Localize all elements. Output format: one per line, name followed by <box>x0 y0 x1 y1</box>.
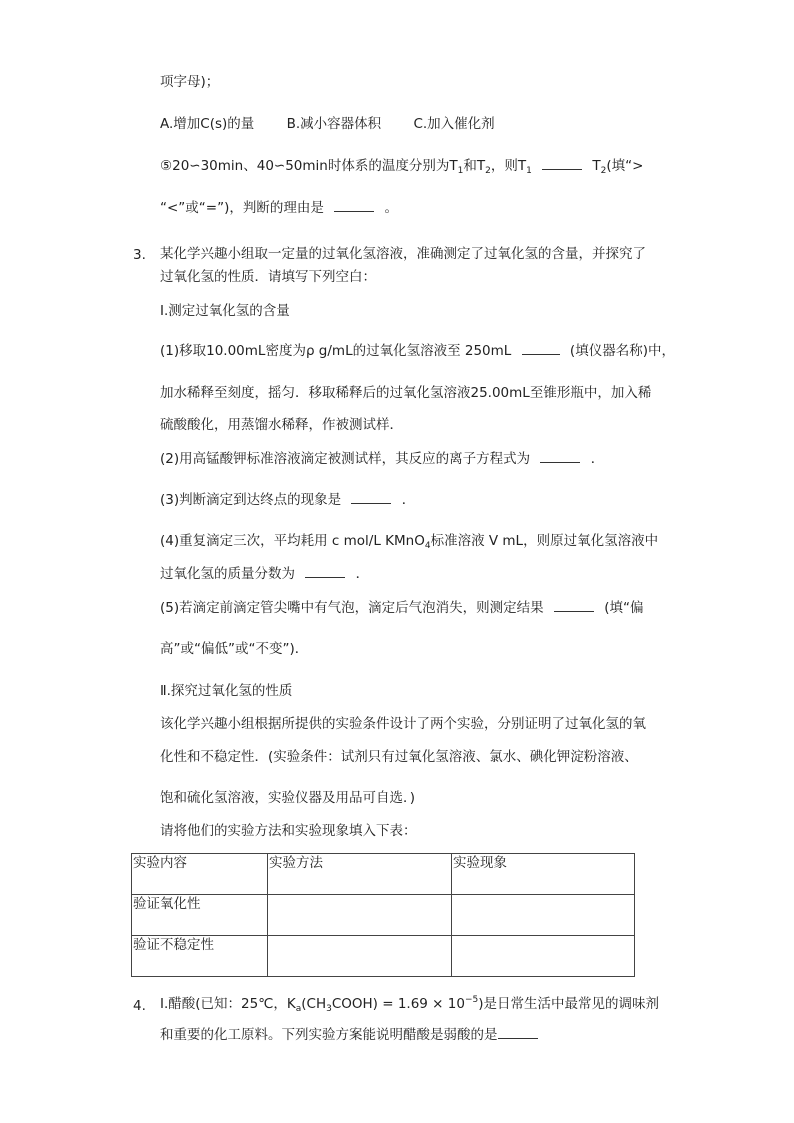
q3-s1-line1 <box>160 342 675 360</box>
q4-sub: a <box>295 1004 302 1014</box>
experiment-table <box>131 853 635 977</box>
answer-blank[interactable] <box>334 199 374 212</box>
q5-sub: 2 <box>600 166 607 176</box>
q3-part2-title: Ⅱ.探究过氧化氢的性质 <box>160 683 293 699</box>
table-header: 实验现象 <box>452 854 635 895</box>
intro-q5-line1 <box>160 157 643 175</box>
q4-sub: 3 <box>326 1004 332 1014</box>
intro-text: 项字母)； <box>160 74 220 90</box>
table-header: 实验内容 <box>132 854 268 895</box>
option-c: C.加入催化剂 <box>413 116 495 132</box>
table-cell[interactable] <box>268 895 452 936</box>
q4-line-1 <box>160 995 659 1013</box>
option-a: A.增加C(s)的量 <box>160 116 255 132</box>
q3-text: ． <box>355 566 370 582</box>
table-cell[interactable] <box>452 936 635 977</box>
answer-blank[interactable] <box>351 491 391 504</box>
q3-p2-line1: 该化学兴趣小组根据所提供的实验条件设计了两个实验，分别证明了过氧化氢的氧 <box>160 716 646 732</box>
q3-s4-line2 <box>160 565 369 583</box>
q3-text: (2)用高锰酸钾标准溶液滴定被测试样，其反应的离子方程式为 <box>160 451 531 467</box>
q3-text: ． <box>401 492 416 508</box>
q3-text: 过氧化氢的质量分数为 <box>160 566 295 582</box>
intro-line-1 <box>160 73 219 91</box>
answer-blank[interactable] <box>554 599 594 612</box>
table-row <box>132 936 635 977</box>
table-cell: 验证氧化性 <box>132 895 268 936</box>
intro-q5-line2 <box>160 199 398 217</box>
question-number: 3. <box>133 247 146 263</box>
q3-text: (3)判断滴定到达终点的现象是 <box>160 492 342 508</box>
q3-part1-title: Ⅰ.测定过氧化氢的含量 <box>160 303 290 319</box>
q3-p2-line4: 请将他们的实验方法和实验现象填入下表： <box>160 823 417 839</box>
answer-blank[interactable] <box>522 342 560 355</box>
q5-text: T <box>592 158 601 174</box>
q3-text: (1)移取10.00mL密度为ρ g/mL的过氧化氢溶液至 250mL <box>160 343 512 359</box>
q3-s1-line2: 加水稀释至刻度，摇匀．移取稀释后的过氧化氢溶液25.00mL至锥形瓶中，加入稀 <box>160 385 652 401</box>
q3-p2-line3: 饱和硫化氢溶液，实验仪器及用品可自选．) <box>160 790 416 806</box>
q3-text: (5)若滴定前滴定管尖嘴中有气泡，滴定后气泡消失，则测定结果 <box>160 600 544 616</box>
table-header: 实验方法 <box>268 854 452 895</box>
q5-sub: 1 <box>457 166 464 176</box>
intro-options <box>160 115 495 133</box>
q5-text: “<”或“=”)，判断的理由是 <box>160 200 324 216</box>
q5-sub: 1 <box>526 166 532 176</box>
answer-blank[interactable] <box>542 157 582 170</box>
q4-text: Ⅰ.醋酸(已知：25℃，K <box>160 996 296 1012</box>
q4-sup: −5 <box>464 995 479 1005</box>
q3-text: (填“偏 <box>604 600 644 616</box>
q5-text: 。 <box>384 200 398 216</box>
q3-line-2: 过氧化氢的性质．请填写下列空白： <box>160 269 376 285</box>
q3-s1-line3: 硫酸酸化，用蒸馏水稀释，作被测试样． <box>160 417 403 433</box>
q3-s5-line1 <box>160 599 643 617</box>
q5-text: ⑤20∽30min、40∽50min时体系的温度分别为T <box>160 158 458 174</box>
q3-text: (4)重复滴定三次，平均耗用 c mol/L KMnO <box>160 533 425 549</box>
table-header-row <box>132 854 635 895</box>
answer-blank[interactable] <box>498 1026 538 1039</box>
table-cell[interactable] <box>268 936 452 977</box>
q3-s4-line1 <box>160 532 658 550</box>
q3-p2-line2: 化性和不稳定性．(实验条件：试剂只有过氧化氢溶液、氯水、碘化钾淀粉溶液、 <box>160 749 638 765</box>
answer-blank[interactable] <box>540 450 580 463</box>
q4-text: )是日常生活中最常见的调味剂 <box>478 996 660 1012</box>
answer-blank[interactable] <box>305 565 345 578</box>
q3-s5-line2: 高”或“偏低”或“不变”)． <box>160 641 309 657</box>
q4-text: COOH) = 1.69 × 10 <box>331 996 465 1012</box>
q3-text: (填仪器名称)中， <box>569 343 675 359</box>
q3-sub: 4 <box>424 541 431 551</box>
q3-text: 标准溶液 V mL，则原过氧化氢溶液中 <box>430 533 659 549</box>
q5-text: (填“> <box>606 158 644 174</box>
q4-text: 和重要的化工原料。下列实验方案能说明醋酸是弱酸的是 <box>160 1027 498 1043</box>
q4-line-2 <box>160 1026 538 1044</box>
question-number: 4. <box>133 998 146 1014</box>
option-b: B.减小容器体积 <box>286 116 382 132</box>
table-cell: 验证不稳定性 <box>132 936 268 977</box>
q5-text: ，则T <box>490 158 527 174</box>
table-cell[interactable] <box>452 895 635 936</box>
q3-s3 <box>160 491 415 509</box>
table-row <box>132 895 635 936</box>
q3-text: ． <box>590 451 605 467</box>
q5-sub: 2 <box>485 166 491 176</box>
q5-text: 和T <box>463 158 486 174</box>
q3-line-1: 某化学兴趣小组取一定量的过氧化氢溶液，准确测定了过氧化氢的含量，并探究了 <box>160 246 646 262</box>
q3-s2 <box>160 450 604 468</box>
q4-text: (CH <box>301 996 327 1012</box>
